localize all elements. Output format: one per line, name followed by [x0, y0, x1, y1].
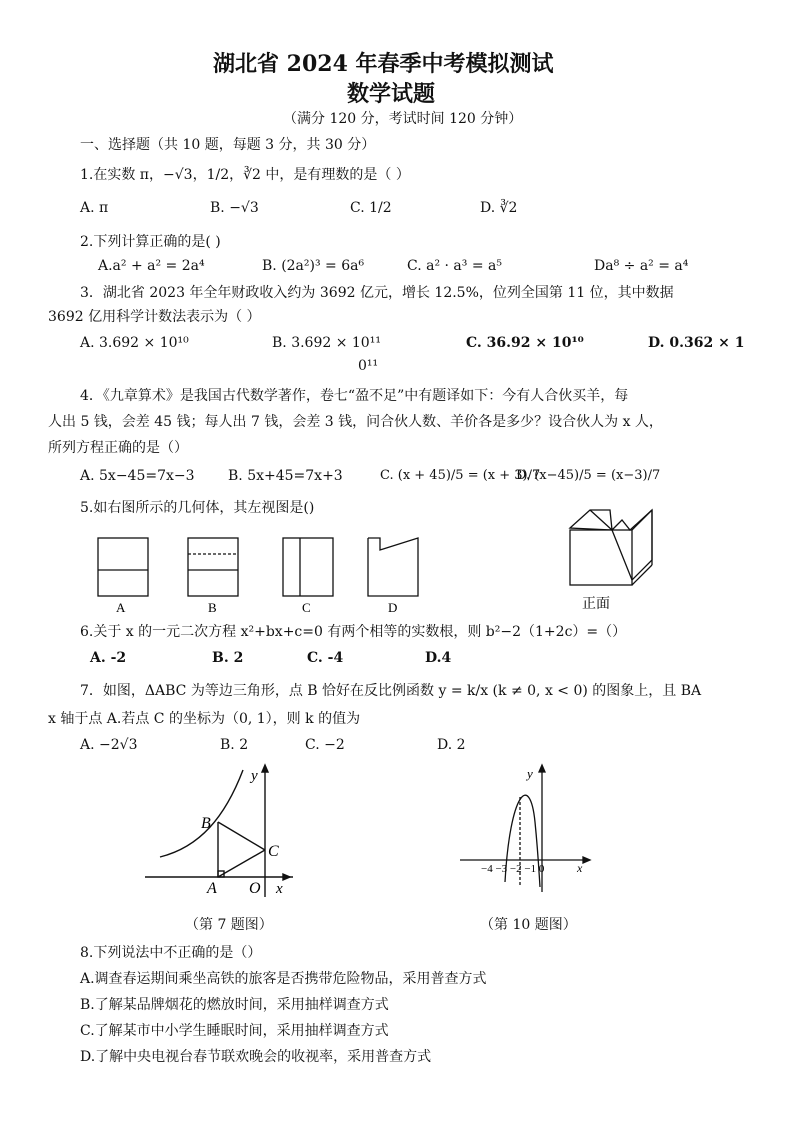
score-time-note: （满分 120 分，考试时间 120 分钟）	[283, 111, 523, 127]
q5-label-a: A	[116, 600, 126, 615]
q8-stem: 8.下列说法中不正确的是（）	[80, 945, 262, 961]
q1-stem: 1.在实数 π，−√3，1/2，∛2 中，是有理数的是（ ）	[80, 167, 410, 183]
figure-10-caption: （第 10 题图）	[480, 917, 577, 933]
q4-stem-line1: 4．《九章算术》是我国古代数学著作，卷七“盈不足”中有题译如下：今有人合伙买羊，每	[80, 388, 629, 404]
q1-option-c: C. 1/2	[350, 200, 392, 216]
q5-view-c	[283, 538, 333, 596]
fig7-label-y: y	[251, 768, 258, 784]
q6-option-a: A. -2	[90, 650, 127, 666]
q3-stem-line2: 3692 亿用科学计数法表示为（ ）	[48, 309, 261, 325]
q2-option-c: C. a² · a³ = a⁵	[407, 258, 502, 274]
q3-option-d: D. 0.362 × 1	[648, 335, 745, 351]
figure-10	[455, 762, 595, 902]
q1-option-b: B. −√3	[210, 200, 259, 216]
q6-stem: 6.关于 x 的一元二次方程 x²+bx+c=0 有两个相等的实数根，则 b²−2（1+2c）=（）	[80, 624, 627, 640]
q4-option-b: B. 5x+45=7x+3	[228, 468, 343, 484]
q7-option-c: C. −2	[305, 737, 345, 753]
fig7-label-x: x	[276, 881, 283, 897]
q2-option-b: B. (2a²)³ = 6a⁶	[262, 258, 365, 274]
q5-view-b	[188, 538, 238, 596]
q5-view-options	[90, 530, 430, 620]
fig7-label-a: A	[207, 880, 217, 897]
q5-front-label: 正面	[582, 597, 610, 612]
q1-option-a: A. π	[80, 200, 109, 216]
q7-stem-line2: x 轴于点 A.若点 C 的坐标为（0, 1），则 k 的值为	[48, 711, 361, 727]
q7-option-d: D. 2	[437, 737, 466, 753]
q5-stem: 5.如右图所示的几何体，其左视图是()	[80, 500, 315, 516]
figure-7	[145, 762, 295, 902]
q5-label-c: C	[302, 600, 311, 615]
fig7-label-c: C	[268, 843, 279, 860]
q8-option-b: B.了解某品牌烟花的燃放时间，采用抽样调查方式	[80, 997, 389, 1013]
q2-option-a: A.a² + a² = 2a⁴	[98, 258, 205, 274]
q5-view-d	[368, 538, 418, 596]
section-heading: 一、选择题（共 10 题，每题 3 分，共 30 分）	[80, 137, 376, 153]
q7-stem-line1: 7．如图，ΔABC 为等边三角形，点 B 恰好在反比例函数 y = k/x (k ≠ 0, x < 0) 的图象上，且 BA	[80, 683, 702, 699]
q3-option-c: C. 36.92 × 10¹⁰	[466, 335, 584, 351]
q4-stem-line3: 所列方程正确的是（）	[48, 440, 188, 456]
q2-stem: 2.下列计算正确的是( )	[80, 234, 221, 250]
q4-stem-line2: 人出 5 钱，会差 45 钱；每人出 7 钱，会差 3 钱，问合伙人数、羊价各是多少？设合伙人为 x 人，	[48, 414, 663, 430]
q4-option-c: C. (x + 45)/5 = (x + 3)/7	[380, 468, 541, 483]
page-title: 湖北省 2024 年春季中考模拟测试	[213, 51, 554, 77]
q8-option-c: C.了解某市中小学生睡眠时间，采用抽样调查方式	[80, 1023, 389, 1039]
fig10-label-x: x	[577, 861, 583, 875]
q7-option-b: B. 2	[220, 737, 249, 753]
q3-option-b: B. 3.692 × 10¹¹	[272, 335, 381, 351]
q1-option-d: D. ∛2	[480, 200, 518, 216]
q4-option-d: D. (x−45)/5 = (x−3)/7	[516, 468, 661, 483]
fig10-ticks: −4 −3 −2 −1 0	[481, 863, 545, 875]
q6-option-c: C. -4	[307, 650, 344, 666]
q2-option-d: Da⁸ ÷ a² = a⁴	[594, 258, 689, 274]
figure-7-caption: （第 7 题图）	[185, 917, 273, 933]
q7-option-a: A. −2√3	[80, 737, 138, 753]
page-subtitle: 数学试题	[347, 81, 436, 107]
q5-solid-figure	[560, 500, 670, 615]
q5-view-a	[98, 538, 148, 596]
q6-option-d: D.4	[425, 650, 452, 666]
q4-option-a: A. 5x−45=7x−3	[80, 468, 195, 484]
fig7-label-b: B	[201, 815, 211, 832]
q5-label-d: D	[388, 600, 398, 615]
q3-stem-line1: 3．湖北省 2023 年全年财政收入约为 3692 亿元，增长 12.5%，位列全国第 11 位，其中数据	[80, 285, 674, 301]
q8-option-d: D.了解中央电视台春节联欢晚会的收视率，采用普查方式	[80, 1049, 432, 1065]
q3-option-wrap: 0¹¹	[358, 358, 379, 374]
fig7-label-o: O	[249, 880, 261, 897]
fig10-label-y: y	[527, 766, 533, 781]
q8-option-a: A.调查春运期间乘坐高铁的旅客是否携带危险物品，采用普查方式	[80, 971, 487, 987]
q6-option-b: B. 2	[212, 650, 244, 666]
q3-option-a: A. 3.692 × 10¹⁰	[80, 335, 189, 351]
q5-label-b: B	[208, 600, 217, 615]
